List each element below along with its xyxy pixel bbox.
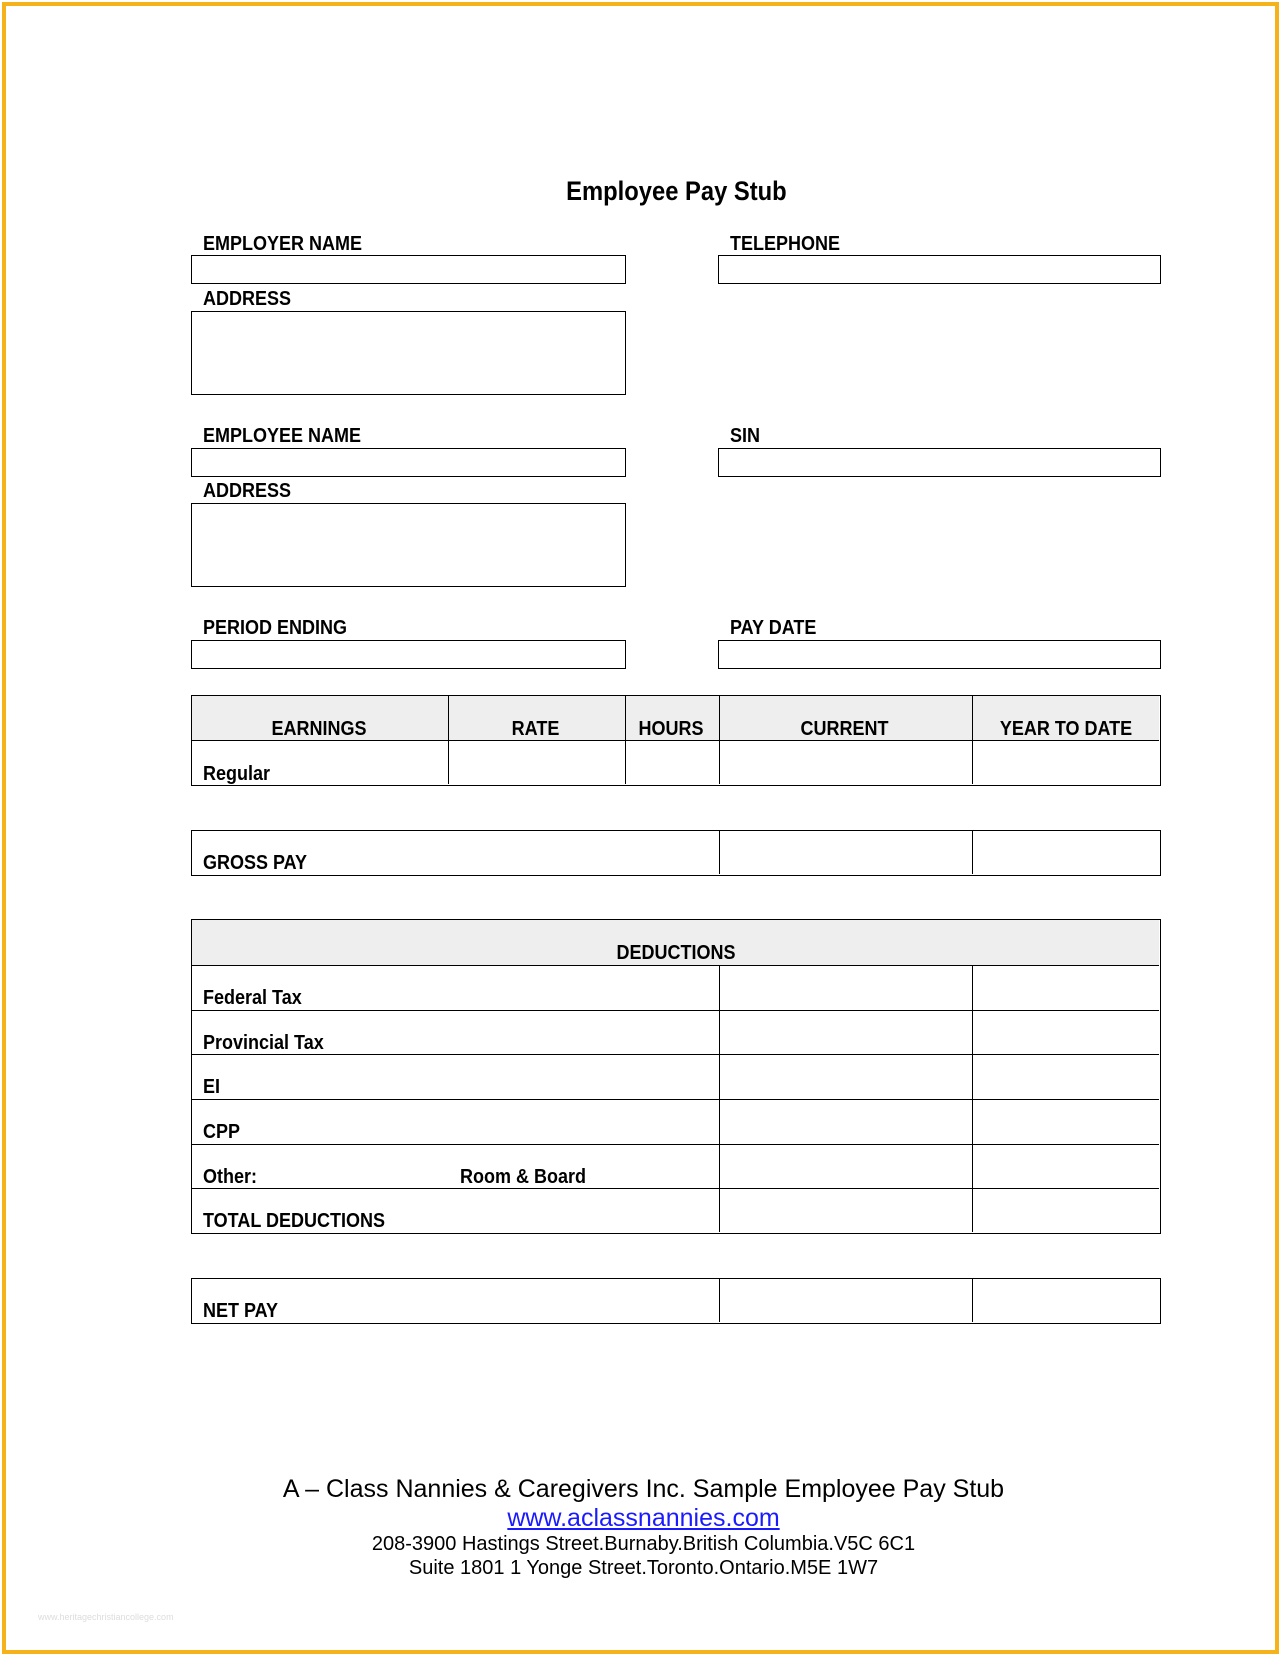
footer-address-2: Suite 1801 1 Yonge Street.Toronto.Ontario.M5E 1W7 — [408, 1557, 879, 1579]
provincial-tax-label: Provincial Tax — [203, 1032, 324, 1054]
net-col-sep — [719, 1279, 720, 1322]
sin-label: SIN — [730, 425, 761, 447]
employer-address-label: ADDRESS — [203, 288, 292, 310]
earnings-col-sep — [972, 696, 973, 784]
deductions-col-sep — [719, 965, 720, 1232]
deductions-row-sep — [192, 1144, 1159, 1145]
pay-date-field[interactable] — [718, 640, 1161, 669]
regular-row-label: Regular — [203, 763, 271, 785]
footer-address-1: 208-3900 Hastings Street.Burnaby.British Columbia.V5C 6C1 — [371, 1533, 916, 1555]
net-col-sep — [972, 1279, 973, 1322]
watermark-text: www.heritagechristiancollege.com — [38, 1612, 174, 1622]
earnings-col-sep — [719, 696, 720, 784]
deductions-row-sep — [192, 1054, 1159, 1055]
net-pay-row — [191, 1278, 1161, 1324]
gross-col-sep — [972, 831, 973, 874]
earnings-divider — [192, 740, 1159, 741]
hours-header: HOURS — [638, 718, 704, 740]
footer-website-link[interactable]: www.aclassnannies.com — [507, 1504, 780, 1532]
deductions-row-sep — [192, 1188, 1159, 1189]
federal-tax-label: Federal Tax — [203, 987, 302, 1009]
employee-name-field[interactable] — [191, 448, 626, 477]
employee-address-field[interactable] — [191, 503, 626, 587]
gross-pay-label: GROSS PAY — [203, 852, 308, 874]
gross-pay-row — [191, 830, 1161, 876]
current-header: CURRENT — [800, 718, 889, 740]
earnings-col-sep — [448, 696, 449, 784]
cpp-label: CPP — [203, 1121, 241, 1143]
deductions-row-sep — [192, 1099, 1159, 1100]
deductions-row-sep — [192, 1010, 1159, 1011]
other-label: Other: — [203, 1166, 257, 1188]
telephone-label: TELEPHONE — [730, 233, 841, 255]
ytd-header: YEAR TO DATE — [999, 718, 1133, 740]
employer-name-field[interactable] — [191, 255, 626, 284]
sin-field[interactable] — [718, 448, 1161, 477]
footer-company: A – Class Nannies & Caregivers Inc. Sample Employee Pay Stub — [282, 1475, 1005, 1503]
total-deductions-label: TOTAL DEDUCTIONS — [203, 1210, 386, 1232]
telephone-field[interactable] — [718, 255, 1161, 284]
other-value: Room & Board — [460, 1166, 586, 1188]
period-ending-label: PERIOD ENDING — [203, 617, 348, 639]
page-frame — [2, 2, 1279, 1654]
gross-col-sep — [719, 831, 720, 874]
deductions-table — [191, 919, 1161, 1234]
pay-date-label: PAY DATE — [730, 617, 817, 639]
ei-label: EI — [203, 1076, 221, 1098]
earnings-table — [191, 695, 1161, 786]
deductions-divider — [192, 965, 1159, 966]
deductions-col-sep — [972, 965, 973, 1232]
employer-name-label: EMPLOYER NAME — [203, 233, 363, 255]
employer-address-field[interactable] — [191, 311, 626, 395]
period-ending-field[interactable] — [191, 640, 626, 669]
deductions-header: DEDUCTIONS — [616, 942, 736, 964]
rate-header: RATE — [511, 718, 560, 740]
employee-name-label: EMPLOYEE NAME — [203, 425, 362, 447]
earnings-header: EARNINGS — [271, 718, 367, 740]
earnings-col-sep — [625, 696, 626, 784]
page-title: Employee Pay Stub — [566, 176, 787, 206]
net-pay-label: NET PAY — [203, 1300, 279, 1322]
employee-address-label: ADDRESS — [203, 480, 292, 502]
